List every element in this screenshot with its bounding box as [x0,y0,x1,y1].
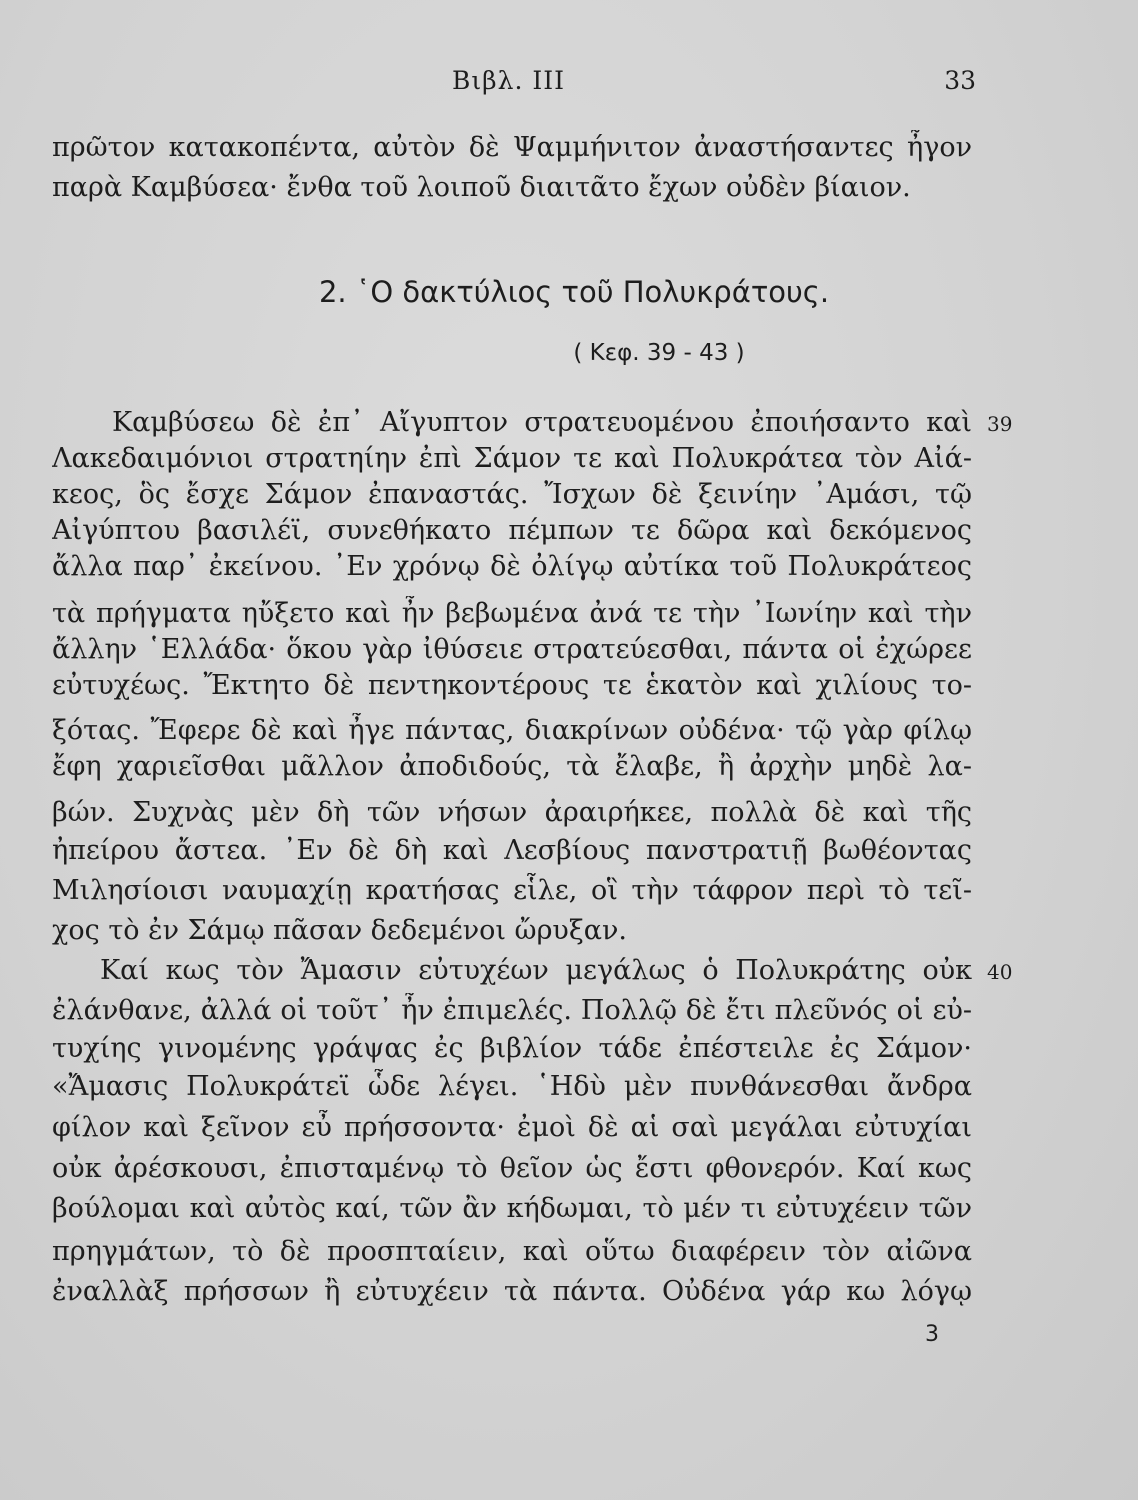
text-line: κεος, ὃς ἔσχε Σάμον ἐπαναστάς. Ἴσχων δὲ ξεινίην ᾿Αμάσι, τῷ [52,479,972,510]
text-line: ἐλάνθανε, ἀλλά οἱ τοῦτ᾽ ἦν ἐπιμελές. Πολλῷ δὲ ἔτι πλεῦνός οἱ εὐ- [52,995,972,1026]
text-line: εὐτυχέως. Ἔκτητο δὲ πεντηκοντέρους τε ἑκατὸν καὶ χιλίους το- [52,670,972,701]
margin-chapter-number: 39 [987,412,1013,436]
text-line: οὐκ ἀρέσκουσι, ἐπισταμένῳ τὸ θεῖον ὡς ἔστι φθονερόν. Καί κως [52,1153,972,1184]
text-line: βούλομαι καὶ αὐτὸς καί, τῶν ἂν κήδωμαι, τὸ μέν τι εὐτυχέειν τῶν [52,1193,972,1224]
text-line: ἄλλην ῾Ελλάδα· ὅκου γὰρ ἰθύσειε στρατεύεσθαι, πάντα οἱ ἐχώρεε [52,634,972,665]
text-line: «Ἄμασις Πολυκράτεϊ ὧδε λέγει. ῾Ηδὺ μὲν πυνθάνεσθαι ἄνδρα [52,1071,972,1102]
text-line: τὰ πρήγματα ηὔξετο καὶ ἦν βεβωμένα ἀνά τε τὴν ᾿Ιωνίην καὶ τὴν [52,598,972,629]
text-line: Μιλησίοισι ναυμαχίῃ κρατήσας εἷλε, οἳ τὴν τάφρον περὶ τὸ τεῖ- [52,875,972,906]
margin-chapter-number: 40 [987,960,1013,984]
text-line: πρῶτον κατακοπέντα, αὐτὸν δὲ Ψαμμήνιτον ἀναστήσαντες ἦγον [52,132,972,163]
running-title: Βιβλ. III [452,66,565,95]
text-line: ἄλλα παρ᾽ ἐκείνου. ᾿Εν χρόνῳ δὲ ὀλίγῳ αὐτίκα τοῦ Πολυκράτεος [52,551,972,582]
text-line: Αἰγύπτου βασιλέϊ, συνεθήκατο πέμπων τε δῶρα καὶ δεκόμενος [52,515,972,546]
text-line: Καί κως τὸν Ἄμασιν εὐτυχέων μεγάλως ὁ Πολυκράτης οὐκ [100,955,972,986]
running-head [0,66,1138,102]
page-number: 33 [944,66,976,95]
text-line: βών. Συχνὰς μὲν δὴ τῶν νήσων ἀραιρήκεε, πολλὰ δὲ καὶ τῆς [52,797,972,828]
text-line: Καμβύσεω δὲ ἐπ᾽ Αἴγυπτον στρατευομένου ἐποιήσαντο καὶ [112,407,972,438]
signature-mark: 3 [925,1322,939,1347]
text-line: πρηγμάτων, τὸ δὲ προσπταίειν, καὶ οὕτω διαφέρειν τὸν αἰῶνα [52,1236,972,1267]
section-heading: 2. ῾Ο δακτύλιος τοῦ Πολυκράτους. [318,275,830,309]
text-line: ξότας. Ἔφερε δὲ καὶ ἦγε πάντας, διακρίνων οὐδένα· τῷ γὰρ φίλῳ [52,715,972,746]
text-line: παρὰ Καμβύσεα· ἔνθα τοῦ λοιποῦ διαιτᾶτο ἔχων οὐδὲν βίαιον. [52,172,911,203]
text-line: Λακεδαιμόνιοι στρατηίην ἐπὶ Σάμον τε καὶ Πολυκράτεα τὸν Αἰά- [52,443,972,474]
text-line: ἠπείρου ἄστεα. ᾿Εν δὲ δὴ καὶ Λεσβίους πανστρατιῇ βωθέοντας [52,835,972,866]
text-line: ἐναλλὰξ πρήσσων ἢ εὐτυχέειν τὰ πάντα. Οὐδένα γάρ κω λόγῳ [52,1276,972,1307]
section-subheading: ( Κεφ. 39 - 43 ) [573,340,745,366]
text-line: χος τὸ ἐν Σάμῳ πᾶσαν δεδεμένοι ὤρυξαν. [52,915,627,946]
text-line: φίλον καὶ ξεῖνον εὖ πρήσσοντα· ἐμοὶ δὲ αἱ σαὶ μεγάλαι εὐτυχίαι [52,1112,972,1143]
text-line: ἔφη χαριεῖσθαι μᾶλλον ἀποδιδούς, τὰ ἔλαβε, ἢ ἀρχὴν μηδὲ λα- [52,751,972,782]
text-line: τυχίης γινομένης γράψας ἐς βιβλίον τάδε ἐπέστειλε ἐς Σάμον· [52,1033,972,1064]
